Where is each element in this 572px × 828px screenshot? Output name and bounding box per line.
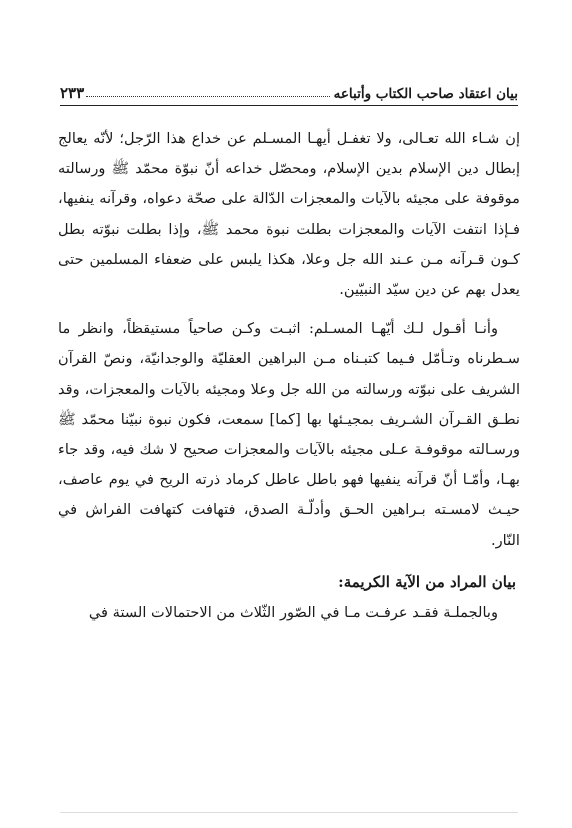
running-header — [60, 80, 518, 102]
page-number: ٢٣٣ — [60, 84, 85, 102]
header-title: بيان اعتقاد صاحب الكتاب وأتباعه — [333, 86, 518, 102]
footer-divider — [60, 812, 518, 813]
body-text — [58, 124, 520, 628]
paragraph-1: إن شـاء الله تعـالى، ولا تغفـل أيهـا المسـلم عن خداع هذا الرّجل؛ لأنّه يعالج إبطال دين الإسلام بدين الإسلام، ومحصّل خداعه أنّ نبوّة محمّد ﷺ ورسالته موقوفة على مجيئه بالآيات والمعجزات الدّالة على صحّة دعواه، وقرآنه ينفيها، فـإذا انتفت الآيات والمعجزات بطلت نبوة محمد ﷺ، وإذا بطلت نبوّته بطل كـون قـرآنه مـن عـند الله جل وعلا، هكذا يلبس على ضعفاء المسلمين حتى يعدل بهم عن دين سيّد النبيّين. — [58, 130, 520, 299]
section-heading: بيان المراد من الآية الكريمة: — [338, 572, 516, 591]
paragraph-2: وأنـا أقـول لـك أيّهـا المسـلم: اثبـت وكـن صاحياً مستيقظاً، وانظر ما سـطرناه وتـأمّل فـيما كتبـناه مـن البراهين العقليّة والوجدانيّة، ونصّ القرآن الشريف على نبوّته ورسالته من الله جل وعلا ومجيئه بالآيات والمعجزات، وقد نطـق القـرآن الشـريف بمجيـئها بها [كما] سمعت، فكون نبوة نبيّنا محمّد ﷺ ورسـالته موقوفـة عـلى مجيئه بالآيات والمعجزات صحيح لا شك فيه، وقد جاء بهـا، وأمّـا أنّ قرآنه ينفيها فهو باطل عاطل كرماد ذرته الريح في يوم عاصف، حيـث لامسـته بـراهين الحـق وأدلّـة الصدق، فتهافت كتهافت الفراش في النّار. — [58, 320, 520, 549]
header-divider — [60, 105, 518, 106]
closing-paragraph: وبالجملـة فقـد عرفـت مـا في الصّور الثّلاث من الاحتمالات الستة في — [88, 603, 498, 621]
header-dot-leader — [86, 96, 329, 97]
